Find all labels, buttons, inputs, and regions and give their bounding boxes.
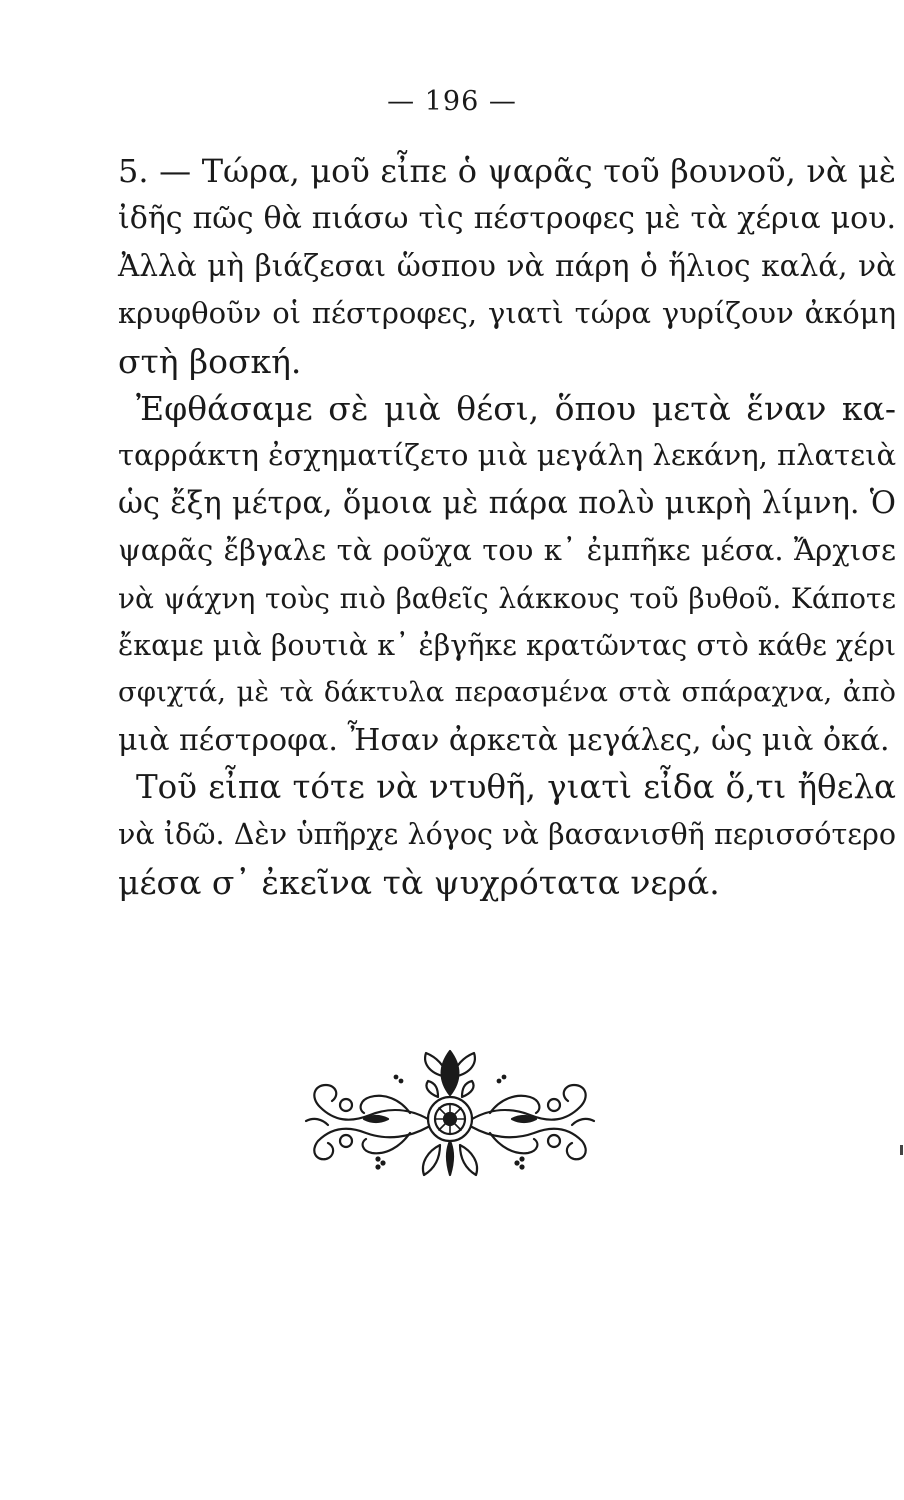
body-text xyxy=(118,148,896,906)
text-line: στὴ βοσκή. xyxy=(118,341,302,381)
text-line: 5. — Τώρα, μοῦ εἶπε ὁ ψαρᾶς τοῦ βουνοῦ, νὰ μὲ xyxy=(118,152,896,190)
text-line: ὡς ἔξη μέτρα, ὅμοια μὲ πάρα πολὺ μικρὴ λίμνη. Ὁ xyxy=(118,485,896,521)
text-line: Τοῦ εἶπα τότε νὰ ντυθῆ, γιατὶ εἶδα ὅ,τι ἤθελα xyxy=(136,768,896,807)
text-line: μέσα σ᾿ ἐκεῖνα τὰ ψυχρότατα νερά. xyxy=(118,862,720,902)
text-line: ἔκαμε μιὰ βουτιὰ κ᾿ ἐβγῆκε κρατῶντας στὸ κάθε χέρι xyxy=(118,628,896,662)
text-line: κρυφθοῦν οἱ πέστροφες, γιατὶ τώρα γυρίζουν ἀκόμη xyxy=(118,296,896,331)
text-line: ψαρᾶς ἔβγαλε τὰ ροῦχα του κ᾿ ἐμπῆκε μέσα. Ἄρχισε xyxy=(118,533,896,568)
text-line: νὰ ψάχνη τοὺς πιὸ βαθεῖς λάκκους τοῦ βυθοῦ. Κάποτε xyxy=(118,581,896,615)
text-line: ἰδῆς πῶς θὰ πιάσω τὶς πέστροφες μὲ τὰ χέρια μου. xyxy=(118,201,896,237)
text-line: νὰ ἰδῶ. Δὲν ὑπῆρχε λόγος νὰ βασανισθῆ περισσότερο xyxy=(118,818,896,852)
text-line: Ἐφθάσαμε σὲ μιὰ θέσι, ὅπου μετὰ ἕναν κα- xyxy=(136,388,896,428)
text-line: ταρράκτη ἐσχηματίζετο μιὰ μεγάλη λεκάνη, πλατειὰ xyxy=(118,438,897,473)
page-number: — 196 — xyxy=(387,86,517,117)
text-line: μιὰ πέστροφα. Ἦσαν ἀρκετὰ μεγάλες, ὡς μιὰ ὀκά. xyxy=(118,722,890,758)
text-line: Ἀλλὰ μὴ βιάζεσαι ὥσπου νὰ πάρη ὁ ἥλιος καλά, νὰ xyxy=(118,248,896,283)
text-line: σφιχτά, μὲ τὰ δάκτυλα περασμένα στὰ σπάραχνα, ἀπὸ xyxy=(118,676,896,709)
floral-tailpiece-ornament-icon xyxy=(300,1037,600,1184)
scan-edge-mark xyxy=(900,1145,903,1155)
